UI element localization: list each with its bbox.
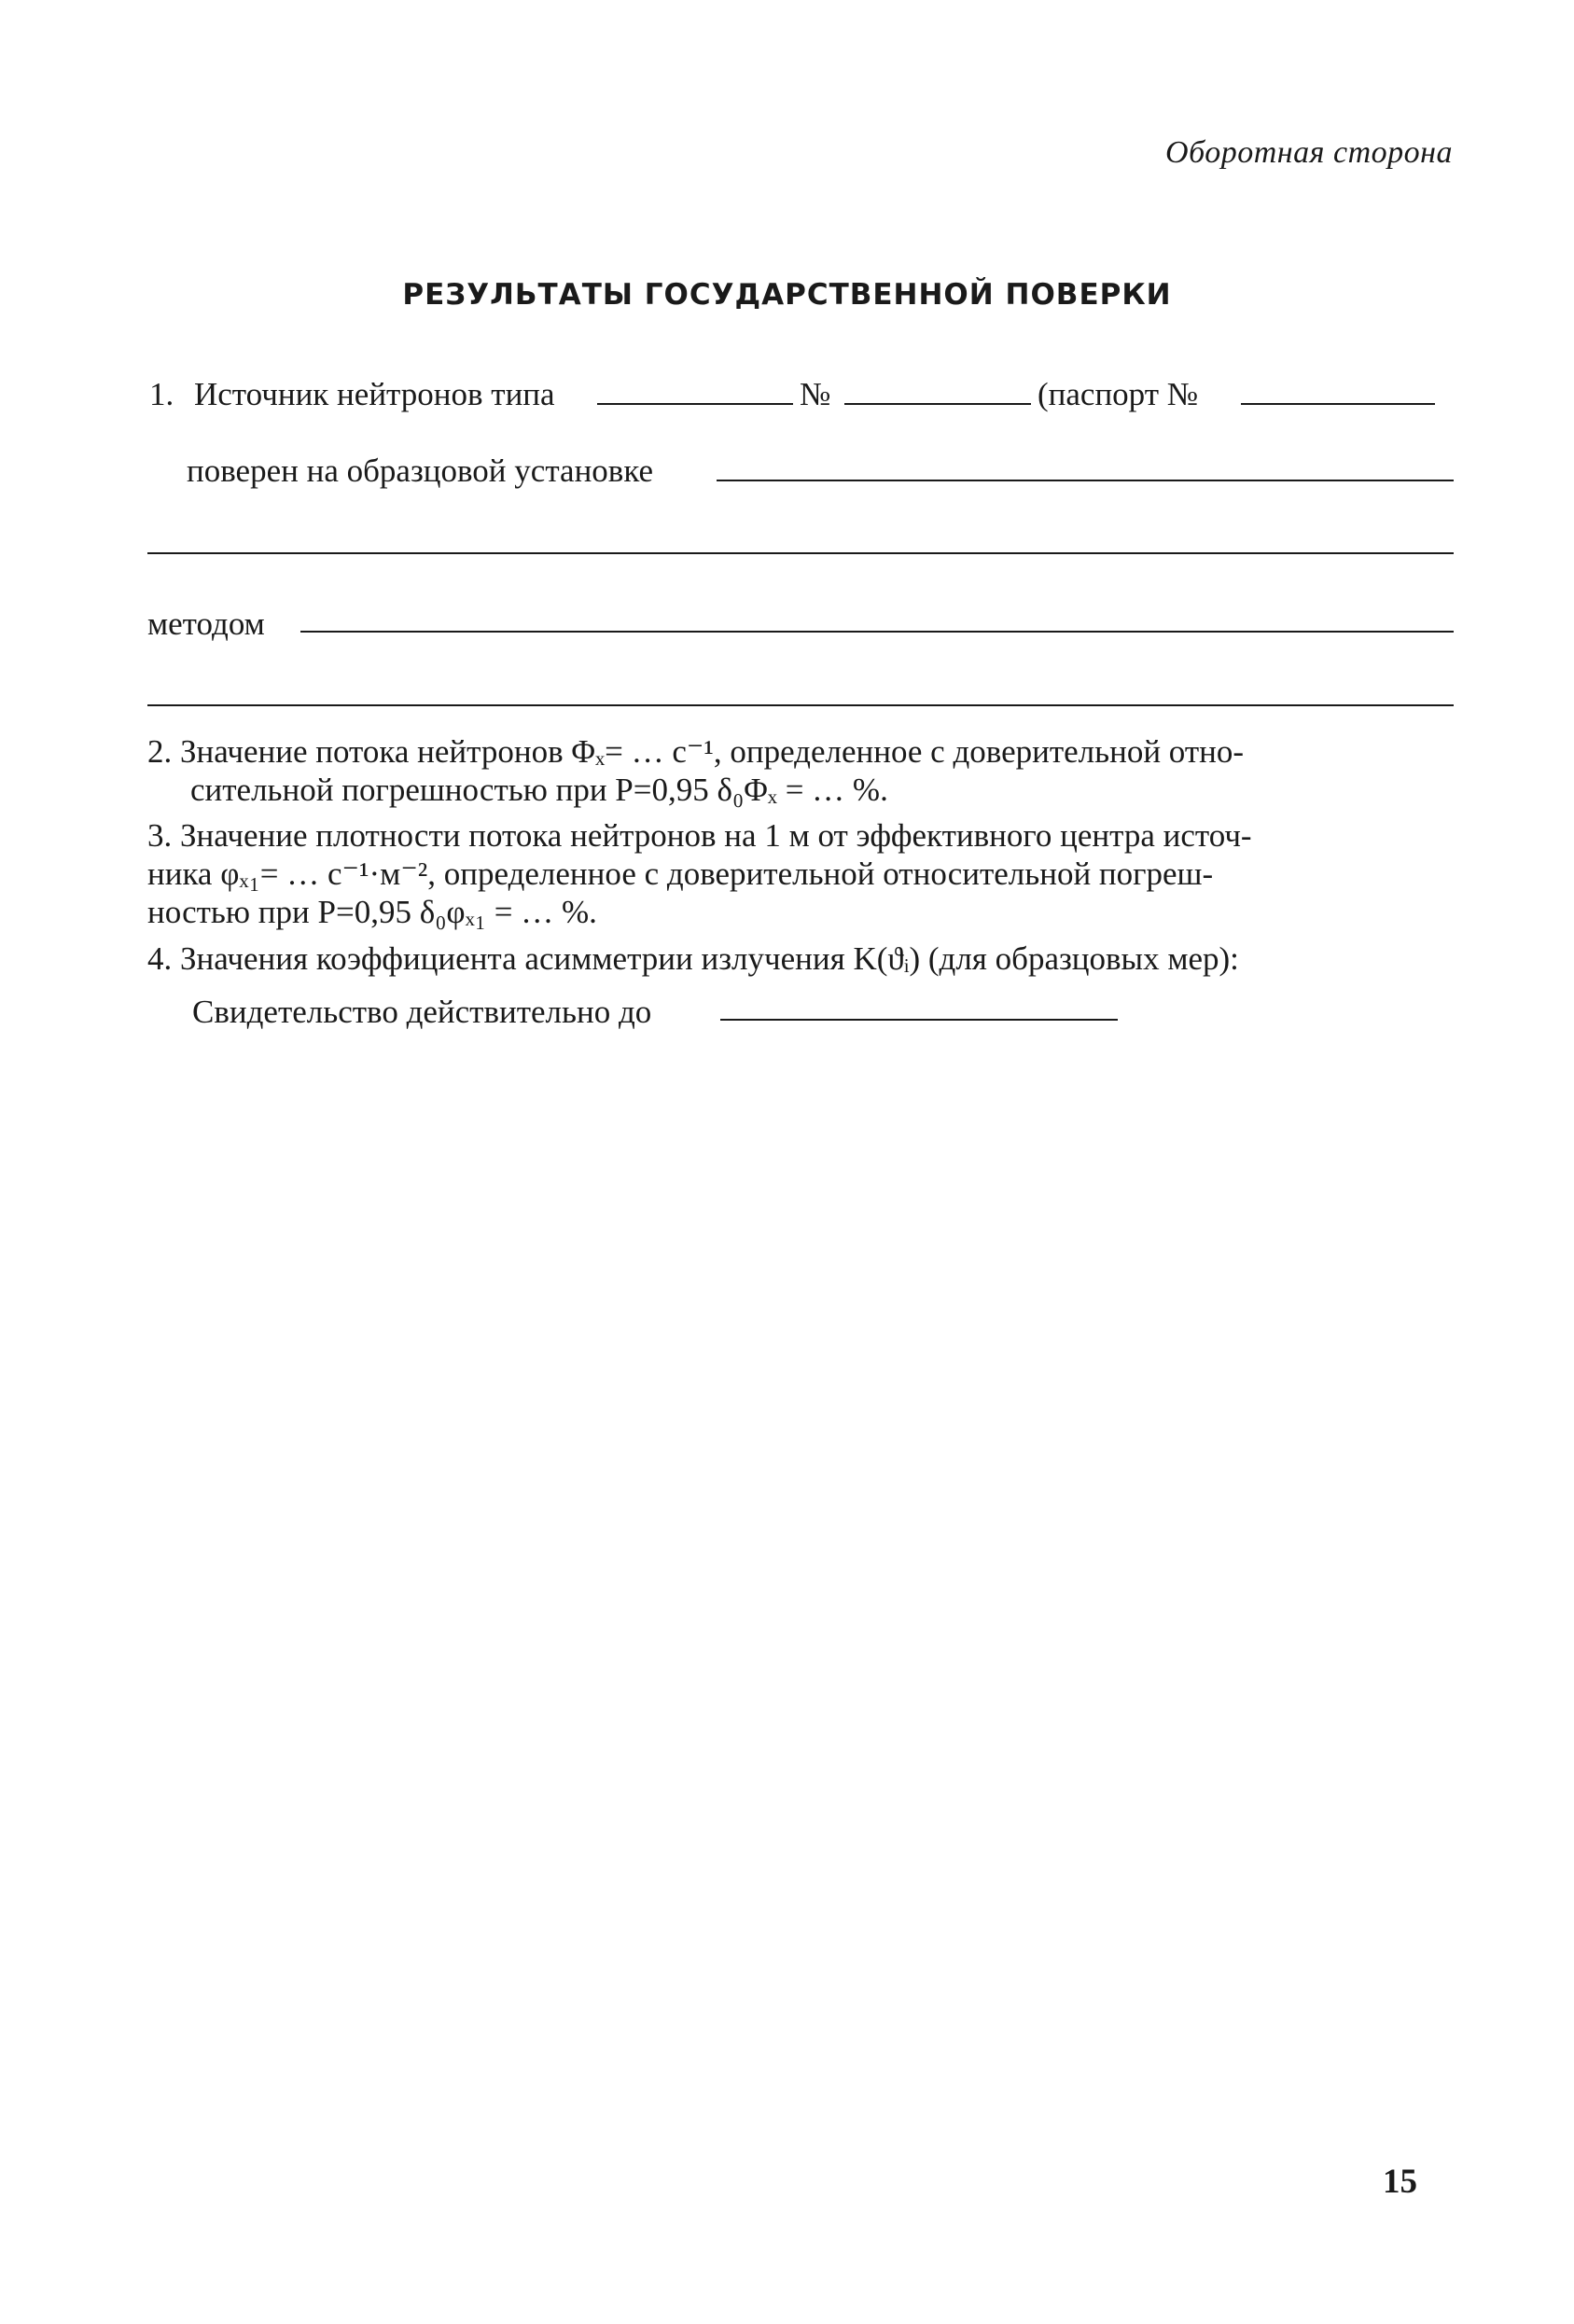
number-label: № [800,376,831,412]
item4-text: 4. Значения коэффициента асимметрии излучения K(ϑᵢ) (для образцовых мер): [147,940,1239,977]
passport-number-field[interactable] [1241,403,1435,405]
method-label: методом [147,605,265,642]
item3-line2: ника φₓ₁= … с⁻¹·м⁻², определенное с доверительной относительной погреш- [147,856,1214,892]
side-label: Оборотная сторона [1165,135,1453,170]
item3-line3: ностью при P=0,95 δ₀φₓ₁ = … %. [147,894,597,930]
source-type-field[interactable] [597,403,793,405]
item1-source-label: Источник нейтронов типа [194,376,555,412]
method-field-continued[interactable] [147,704,1454,706]
item2-paragraph [147,732,1454,809]
source-number-field[interactable] [844,403,1031,405]
certificate-label: Свидетельство действительно до [192,994,652,1030]
verification-setup-field-continued[interactable] [147,552,1454,554]
item3-line1: 3. Значение плотности потока нейтронов на 1 м от эффективного центра источ- [147,817,1252,854]
verification-setup-field[interactable] [717,480,1454,481]
page-number: 15 [1383,2163,1417,2201]
item2-line2: сительной погрешностью при P=0,95 δ₀Φₓ = … %. [190,772,888,808]
document-title: РЕЗУЛЬТАТЫ ГОСУДАРСТВЕННОЙ ПОВЕРКИ [402,278,1172,312]
verified-label: поверен на образцовой установке [187,452,653,489]
item1-number: 1. [149,376,174,412]
item3-paragraph [147,816,1454,931]
item2-line1: 2. Значение потока нейтронов Φₓ= … с⁻¹, определенное с доверительной отно- [147,733,1245,770]
certificate-valid-until-field[interactable] [720,1019,1118,1021]
passport-label: (паспорт № [1038,376,1199,412]
method-field[interactable] [300,631,1454,633]
